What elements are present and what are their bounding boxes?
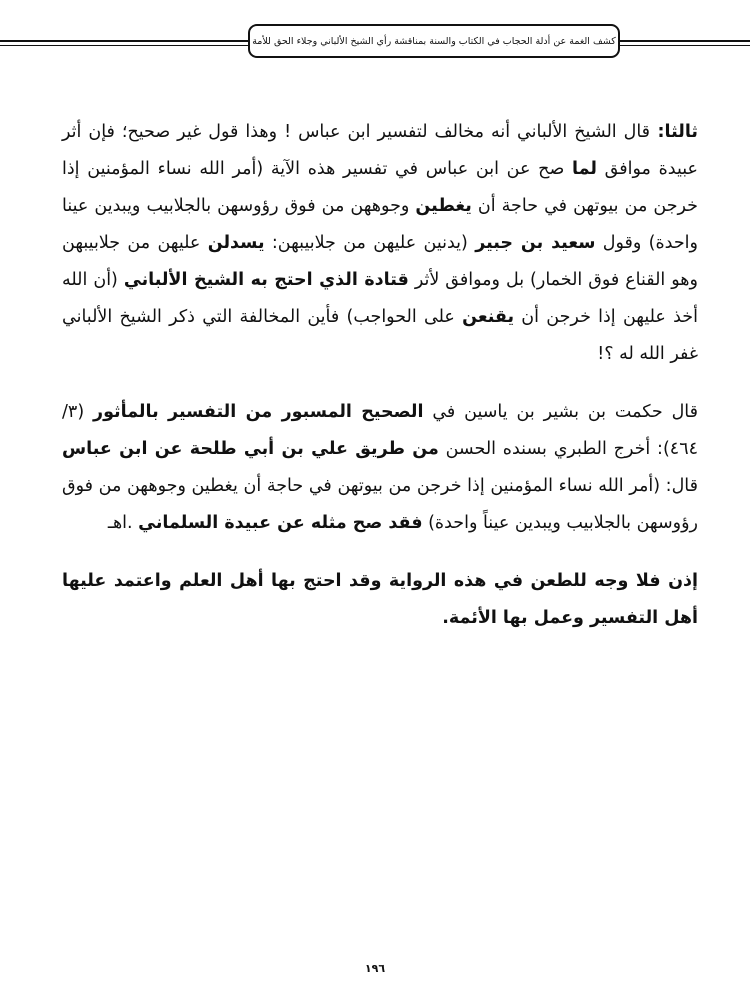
bold-text-run: سعيد بن جبير	[475, 233, 596, 253]
text-run: (يدنين عليهن من جلابيبهن:	[264, 233, 476, 253]
text-run: .اهـ	[107, 513, 139, 533]
running-header	[0, 24, 750, 64]
text-run: قال حكمت بن بشير بن ياسين في	[423, 402, 698, 422]
bold-text-run: يغطين	[415, 196, 472, 216]
text-run: (أن الله أخذ عليهن إذا خرجن أن	[62, 270, 698, 327]
text-run: (٣/ ٤٦٤): أخرج الطبري بسنده الحسن	[62, 402, 698, 459]
paragraph-2	[62, 394, 698, 542]
text-run: قال: (أمر الله نساء المؤمنين إذا خرجن من بيوتهن في حاجة أن يغطين وجوههن من فوق رؤوسهن بالجلابيب ويبدين عيناً واحدة)	[62, 476, 698, 533]
text-run: قال الشيخ الألباني أنه مخالف لتفسير ابن عباس ! وهذا قول غير صحيح؛ فإن أثر عبيدة موافق	[62, 122, 698, 179]
text-run: صح عن ابن عباس في تفسير هذه الآية (أمر الله نساء المؤمنين إذا خرجن من بيوتهن في حاجة أن	[62, 159, 698, 216]
page-number: ١٩٦	[364, 962, 386, 975]
bold-text-run: لما	[572, 159, 597, 179]
paragraph-3	[62, 563, 698, 637]
text-run: وجوههن من فوق رؤوسهن بالجلابيب ويبدين عينا واحدة) وقول	[62, 196, 698, 253]
bold-text-run: قتادة الذي احتج به الشيخ الألباني	[123, 270, 409, 290]
bold-text-run: إذن فلا وجه للطعن في هذه الرواية وقد احتج بها أهل العلم واعتمد عليها أهل التفسير وعمل بها الأئمة.	[62, 571, 698, 628]
bold-text-run: يسدلن	[207, 233, 265, 253]
header-title-box	[248, 24, 620, 58]
text-run: عليهن من جلابيبهن وهو القناع فوق الخمار) بل وموافق لأثر	[62, 233, 698, 290]
bold-text-run: الصحيح المسبور من التفسير بالمأثور	[93, 402, 424, 422]
bold-text-run: ثالثا:	[650, 122, 698, 142]
header-title: كشف الغمة عن أدلة الحجاب في الكتاب والسنة بمناقشة رأي الشيخ الألباني وجلاء الحق للأمة	[252, 35, 616, 47]
bold-text-run: من طريق علي بن أبي طلحة عن ابن عباس	[62, 439, 439, 459]
paragraph-1	[62, 114, 698, 373]
text-run: على الحواجب) فأين المخالفة التي ذكر الشيخ الألباني غفر الله له ؟!	[62, 307, 698, 364]
bold-text-run: يقنعن	[462, 307, 515, 327]
bold-text-run: فقد صح مثله عن عبيدة السلماني	[138, 513, 423, 533]
page-body	[62, 114, 698, 637]
